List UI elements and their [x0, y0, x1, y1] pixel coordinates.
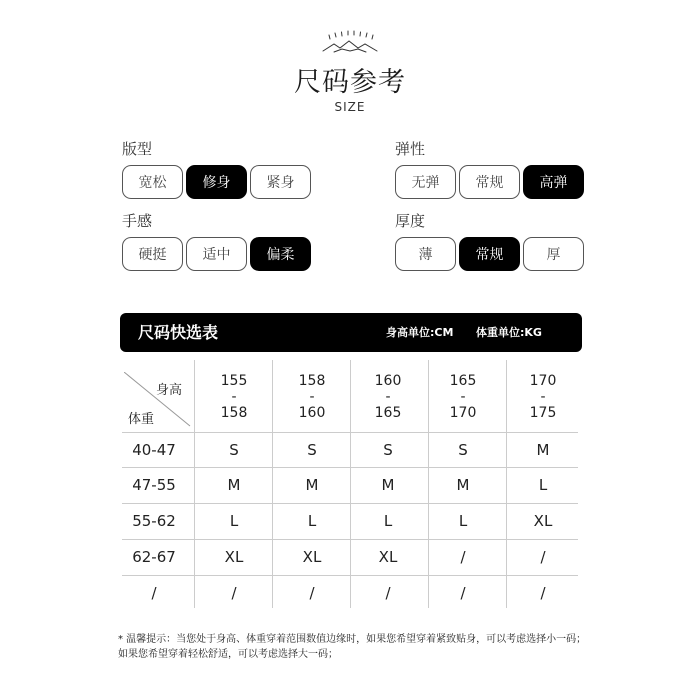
weight-row-label: 40-47: [132, 440, 176, 459]
height-col-header: [351, 364, 425, 430]
height-col-from: 165: [449, 373, 477, 389]
height-col-dash: -: [309, 389, 315, 405]
height-col-header: [275, 364, 349, 430]
height-col-to: 160: [298, 405, 326, 421]
size-cell: M: [536, 440, 550, 459]
size-table-title: 尺码快选表: [138, 323, 219, 342]
height-col-header: [426, 364, 500, 430]
height-col-dash: -: [385, 389, 391, 405]
fit-option-tight[interactable]: 紧身: [250, 165, 311, 199]
elasticity-option-normal[interactable]: 常规: [459, 165, 520, 199]
thickness-option-thin[interactable]: 薄: [395, 237, 456, 271]
size-cell: /: [385, 584, 391, 602]
size-cell: /: [231, 584, 237, 602]
height-col-to: 158: [220, 405, 248, 421]
weight-unit-label: 体重单位:KG: [476, 326, 542, 339]
height-col-header: [506, 364, 580, 430]
height-col-to: 175: [529, 405, 557, 421]
thickness-group: [395, 210, 584, 271]
weight-row-label: 62-67: [132, 548, 176, 566]
corner-weight-label: 体重: [128, 412, 155, 427]
size-cell: L: [307, 512, 317, 530]
size-cell: S: [307, 440, 317, 459]
feel-label: 手感: [122, 212, 153, 230]
size-cell: XL: [378, 548, 398, 566]
height-col-dash: -: [460, 389, 466, 405]
col-divider: [272, 360, 273, 608]
feel-option-soft[interactable]: 偏柔: [250, 237, 311, 271]
size-cell: L: [538, 476, 548, 494]
size-cell: /: [460, 548, 466, 566]
elasticity-option-none[interactable]: 无弹: [395, 165, 456, 199]
height-col-to: 165: [374, 405, 402, 421]
height-col-dash: -: [231, 389, 237, 405]
weight-row-label: 55-62: [132, 512, 176, 530]
size-cell: S: [383, 440, 393, 459]
size-cell: M: [227, 476, 241, 494]
size-cell: M: [456, 476, 470, 494]
height-col-from: 170: [529, 373, 557, 389]
size-cell: /: [460, 584, 466, 602]
elasticity-label: 弹性: [395, 140, 426, 158]
size-cell: M: [305, 476, 319, 494]
height-col-dash: -: [540, 389, 546, 405]
height-col-from: 160: [374, 373, 402, 389]
size-cell: XL: [302, 548, 322, 566]
height-col-header: [197, 364, 271, 430]
thickness-label: 厚度: [395, 212, 426, 230]
weight-row-label: /: [151, 584, 157, 602]
size-cell: /: [309, 584, 315, 602]
elasticity-option-high[interactable]: 高弹: [523, 165, 584, 199]
fit-option-slim[interactable]: 修身: [186, 165, 247, 199]
size-cell: XL: [224, 548, 244, 566]
size-cell: /: [540, 548, 546, 566]
feel-option-medium[interactable]: 适中: [186, 237, 247, 271]
feel-group: [122, 210, 311, 271]
col-divider: [194, 360, 195, 608]
page-subtitle: SIZE: [334, 100, 366, 114]
feel-option-stiff[interactable]: 硬挺: [122, 237, 183, 271]
fit-group: [122, 138, 311, 199]
weight-row-label: 47-55: [132, 476, 176, 494]
fit-label: 版型: [122, 140, 153, 158]
thickness-option-normal[interactable]: 常规: [459, 237, 520, 271]
fit-option-loose[interactable]: 宽松: [122, 165, 183, 199]
mountain-sun-icon: [320, 30, 380, 56]
page-title: 尺码参考: [294, 67, 406, 98]
size-cell: XL: [533, 512, 553, 530]
size-cell: M: [381, 476, 395, 494]
size-cell: L: [383, 512, 393, 530]
size-tip-note: * 温馨提示：当您处于身高、体重穿着范围数值边缘时，如果您希望穿着紧致贴身，可以考虑选择小一码；如果您希望穿着轻松舒适，可以考虑选择大一码；: [118, 634, 587, 660]
height-col-from: 155: [220, 373, 248, 389]
elasticity-group: [395, 138, 584, 199]
size-table-header: [120, 313, 582, 352]
corner-height-label: 身高: [156, 383, 183, 398]
size-cell: L: [229, 512, 239, 530]
height-col-from: 158: [298, 373, 326, 389]
size-cell: L: [458, 512, 468, 530]
size-cell: /: [540, 584, 546, 602]
height-col-to: 170: [449, 405, 477, 421]
size-cell: S: [458, 440, 468, 459]
thickness-option-thick[interactable]: 厚: [523, 237, 584, 271]
height-unit-label: 身高单位:CM: [386, 326, 454, 339]
size-cell: S: [229, 440, 239, 459]
